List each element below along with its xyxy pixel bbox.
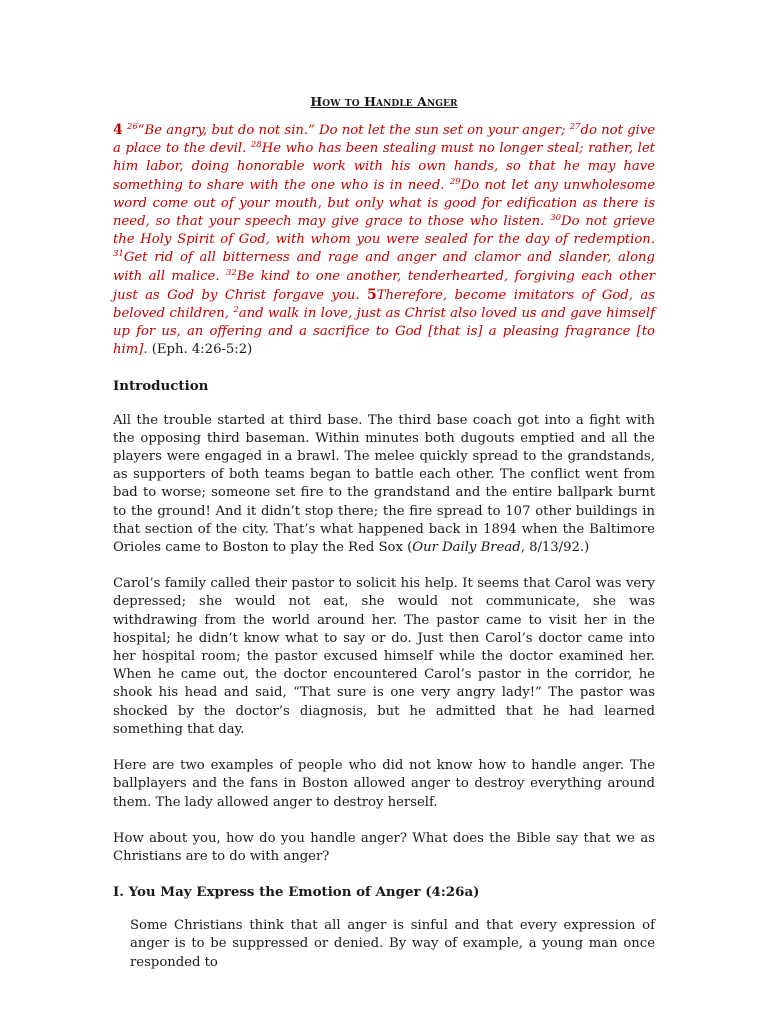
verse-text: do not give a place to the devil. — [113, 123, 655, 157]
verse-number: 32 — [225, 267, 237, 278]
paragraph-question: How about you, how do you handle anger? What does the Bible say that we as Christians are to do with anger? — [113, 830, 655, 864]
chapter-number: 4 — [113, 122, 123, 138]
verse-text: “Be angry, but do not sin.” Do not let the sun set on your anger; — [137, 123, 570, 138]
paragraph-baseball — [113, 412, 655, 558]
verse-number: 2 — [233, 305, 239, 316]
paragraph-point-1: Some Christians think that all anger is sinful and that every expression of anger is to be suppressed or denied. By way of example, a young man once responded to — [130, 918, 655, 970]
verse-number: 26 — [126, 122, 138, 132]
verse-text: Get rid of all bitterness and rage and anger and clamor and slander, along with all malice. — [113, 250, 655, 284]
verse-text: Therefore, become imitators of God, as beloved children, — [113, 287, 655, 322]
section-heading-point-1: I. You May Express the Emotion of Anger (4:26a) — [113, 884, 480, 901]
page-title: How to Handle Anger — [310, 94, 458, 109]
verse-text: Do not grieve the Holy Spirit of God, with whom you were sealed for the day of redemption. — [113, 214, 656, 248]
paragraph-examples: Here are two examples of people who did not know how to handle anger. The ballplayers and the fans in Boston allowed anger to destroy everything around them. The lady allowed anger to destroy herself. — [113, 758, 655, 810]
verse-text: He who has been stealing must no longer steal; rather, let him labor, doing honorable work with his own hands, so that he may have something to share with the one who is in need. — [113, 141, 655, 193]
source-title: Our Daily Bread — [412, 540, 521, 556]
verse-number: 30 — [550, 213, 562, 224]
source-date: , 8/13/92.) — [520, 540, 590, 556]
section-heading-introduction: Introduction — [113, 377, 209, 394]
paragraph-carol: Carol’s family called their pastor to solicit his help. It seems that Carol was very depressed; she would not eat, she would not communicate, she was withdrawing from the world around her. The pastor came to visit her in the hospital; he didn’t know what to say or do. Just then Carol’s doctor came into her hospital room; the pastor excused himself while the doctor examined her. When he came out, the doctor encountered Carol’s pastor in the corridor, he shook his head and said, “That sure is one very angry lady!” The pastor was shocked by the doctor’s diagnosis, but he admitted that he had learned something that day. — [113, 576, 655, 737]
verse-text: and walk in love, just as Christ also loved us and gave himself up for us, an offering and a sacrifice to God [that is] a pleasing fragrance [to him]. — [113, 306, 655, 358]
verse-number: 31 — [113, 249, 124, 260]
verse-number: 29 — [449, 176, 461, 187]
verse-number: 27 — [569, 122, 581, 132]
verse-number: 28 — [250, 140, 262, 151]
chapter-number: 5 — [366, 286, 377, 303]
scripture-passage — [113, 121, 655, 360]
verse-text: Do not let any unwholesome word come out of your mouth, but only what is good for edification as there is need, so that your speech may give grace to those who listen. — [113, 177, 655, 230]
verse-text: Be kind to one another, tenderhearted, forgiving each other just as God by Christ forgave you. — [113, 268, 655, 303]
scripture-reference: (Eph. 4:26-5:2) — [147, 342, 253, 358]
paragraph-text: All the trouble started at third base. The third base coach got into a fight with the opposing third baseman. Within minutes both dugouts emptied and all the players were engaged in a brawl. The melee quickly spread to the grandstands, as supporters of both teams began to battle each other. The conflict went from bad to worse; someone set fire to the grandstand and the entire ballpark burnt to the ground! And it didn’t stop there; the fire spread to 107 other buildings in that section of the city. That’s what happened back in 1894 when the Baltimore Orioles came to Boston to play the Red Sox ( — [113, 412, 655, 556]
